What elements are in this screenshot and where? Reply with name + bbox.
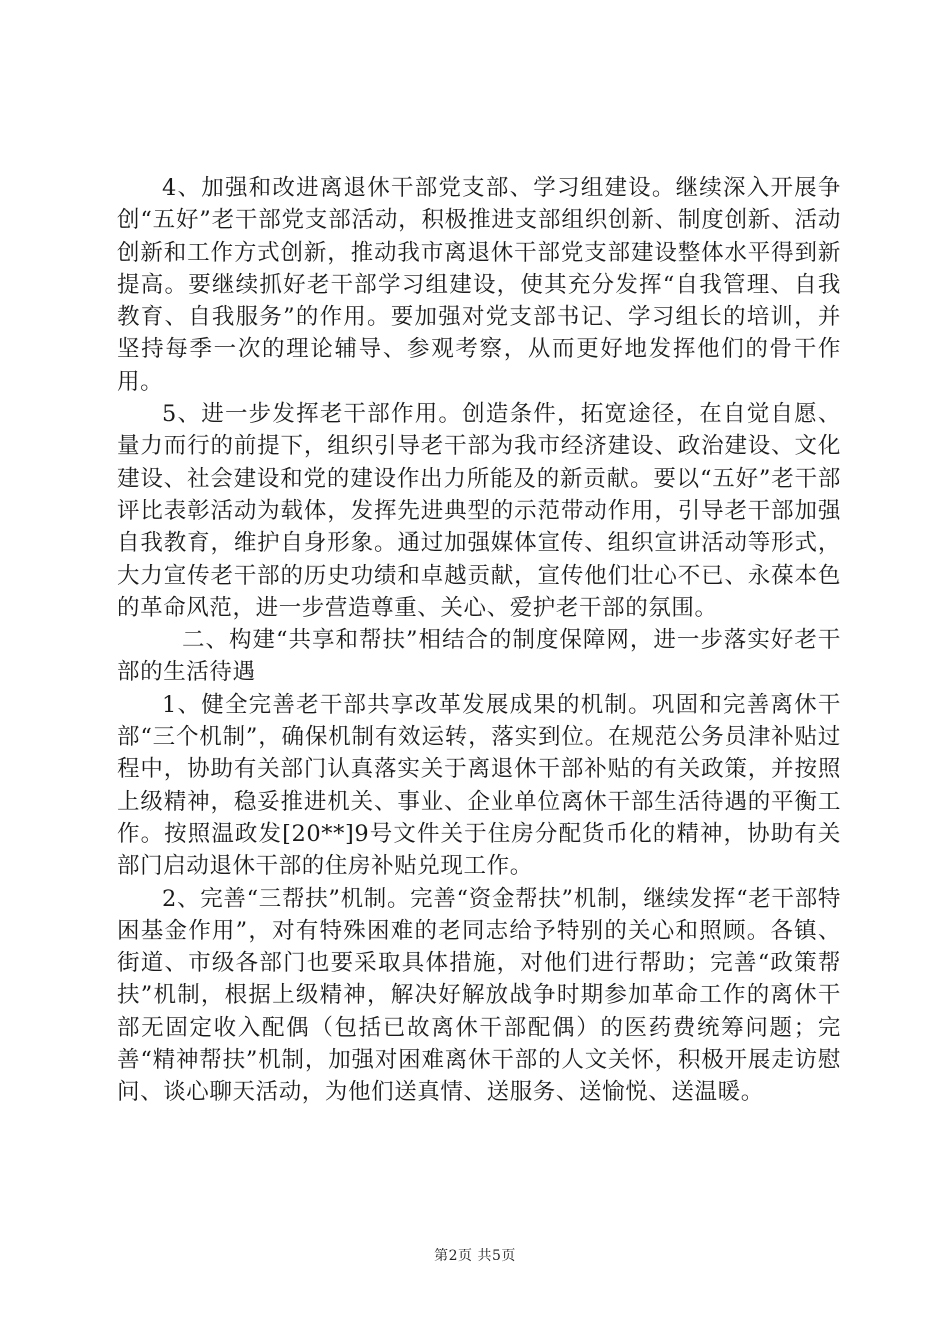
section-heading-2: 二、构建“共享和帮扶”相结合的制度保障网，进一步落实好老干部的生活待遇 xyxy=(117,627,841,686)
paragraph-item-4: 4、加强和改进离退休干部党支部、学习组建设。继续深入开展争创“五好”老干部党支部活动，积极推进支部组织创新、制度创新、活动创新和工作方式创新，推动我市离退休干部党支部建设整体水平得到新提高。要继续抓好老干部学习组建设，使其充分发挥“自我管理、自我教育、自我服务”的作用。要加强对党支部书记、学习组长的培训，并坚持每季一次的理论辅导、参观考察，从而更好地发挥他们的骨干作用。 xyxy=(117,175,841,395)
paragraph-item-5: 5、进一步发挥老干部作用。创造条件，拓宽途径，在自觉自愿、量力而行的前提下，组织引导老干部为我市经济建设、政治建设、文化建设、社会建设和党的建设作出力所能及的新贡献。要以“五好”老干部评比表彰活动为载体，发挥先进典型的示范带动作用，引导老干部加强自我教育，维护自身形象。通过加强媒体宣传、组织宣讲活动等形式，大力宣传老干部的历史功绩和卓越贡献，宣传他们壮心不已、永葆本色的革命风范，进一步营造尊重、关心、爱护老干部的氛围。 xyxy=(117,401,841,621)
page-number-footer: 第2页 共5页 xyxy=(434,1248,516,1264)
paragraph-item-1: 1、健全完善老干部共享改革发展成果的机制。巩固和完善离休干部“三个机制”，确保机制有效运转，落实到位。在规范公务员津补贴过程中，协助有关部门认真落实关于离退休干部补贴的有关政策，并按照上级精神，稳妥推进机关、事业、企业单位离休干部生活待遇的平衡工作。按照温政发[20**]9号文件关于住房分配货币化的精神，协助有关部门启动退休干部的住房补贴兑现工作。 xyxy=(117,691,841,880)
document-body xyxy=(117,172,841,1109)
paragraph-item-2: 2、完善“三帮扶”机制。完善“资金帮扶”机制，继续发挥“老干部特困基金作用”，对有特殊困难的老同志给予特别的关心和照顾。各镇、街道、市级各部门也要采取具体措施，对他们进行帮助；完善“政策帮扶”机制，根据上级精神，解决好解放战争时期参加革命工作的离休干部无固定收入配偶（包括已故离休干部配偶）的医药费统筹问题；完善“精神帮扶”机制，加强对困难离休干部的人文关怀，积极开展走访慰问、谈心聊天活动，为他们送真情、送服务、送愉悦、送温暖。 xyxy=(117,885,841,1106)
